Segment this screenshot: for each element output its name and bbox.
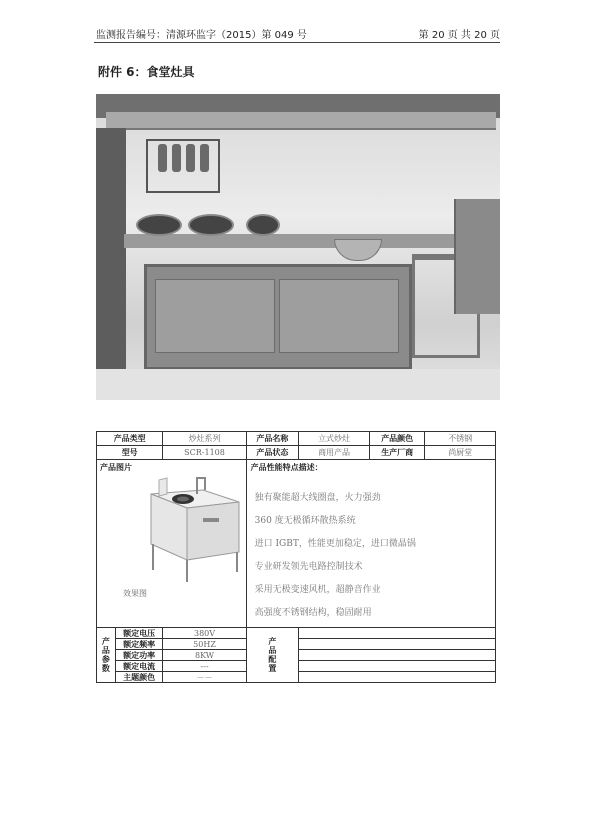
param-name: 额定电流 — [115, 661, 163, 672]
section-title: 附件 6：食堂灶具 — [98, 65, 195, 79]
product-image-cell — [97, 460, 247, 628]
features-list — [251, 487, 491, 625]
product-color-value: 不锈钢 — [425, 432, 496, 446]
params-label: 产 品 参 数 — [97, 628, 116, 683]
kitchen-photo — [96, 94, 500, 400]
param-value: 380V — [163, 628, 246, 639]
param-name: 主题颜色 — [115, 672, 163, 683]
config-row — [299, 639, 496, 650]
stove-product-image — [143, 472, 243, 584]
image-caption: 效果图 — [123, 589, 147, 598]
feature-item: 360 度无极循环散热系统 — [254, 516, 356, 526]
report-number: 监测报告编号：清源环监字（2015）第 049 号 — [96, 30, 307, 41]
config-row — [299, 650, 496, 661]
product-type-label: 产品类型 — [97, 432, 163, 446]
product-type-value: 炒灶系列 — [163, 432, 246, 446]
manufacturer-value: 尚厨堂 — [425, 446, 496, 460]
product-image-label: 产品图片 — [100, 463, 132, 472]
page-number: 第 20 页 共 20 页 — [418, 30, 500, 41]
param-value: --- — [163, 661, 246, 672]
product-status-label: 产品状态 — [246, 446, 299, 460]
param-name: 额定功率 — [115, 650, 163, 661]
product-name-label: 产品名称 — [246, 432, 299, 446]
config-row — [299, 628, 496, 639]
model-label: 型号 — [97, 446, 163, 460]
page-header — [96, 26, 500, 42]
config-row — [299, 672, 496, 683]
product-color-label: 产品颜色 — [369, 432, 424, 446]
feature-item: 专业研发领先电路控制技术 — [254, 562, 363, 572]
feature-item: 进口 IGBT，性能更加稳定，进口微晶锅 — [254, 539, 416, 549]
features-label: 产品性能特点描述： — [250, 463, 323, 472]
feature-item: 独有聚能超大线圈盘，火力强劲 — [254, 493, 381, 503]
product-name-value: 立式炒灶 — [299, 432, 370, 446]
param-value: 8KW — [163, 650, 246, 661]
param-name: 额定电压 — [115, 628, 163, 639]
param-name: 额定频率 — [115, 639, 163, 650]
manufacturer-label: 生产厂商 — [369, 446, 424, 460]
header-divider — [94, 42, 500, 43]
product-status-value: 商用产品 — [299, 446, 370, 460]
feature-item: 采用无极变速风机，超静音作业 — [254, 585, 381, 595]
config-label: 产 品 配 置 — [246, 628, 299, 683]
feature-item: 高强度不锈钢结构，稳固耐用 — [254, 608, 372, 618]
config-row — [299, 661, 496, 672]
param-value: 50HZ — [163, 639, 246, 650]
param-value: －－ — [163, 672, 246, 683]
features-cell — [246, 460, 495, 628]
model-value: SCR-1108 — [163, 446, 246, 460]
product-spec-table — [96, 431, 496, 683]
